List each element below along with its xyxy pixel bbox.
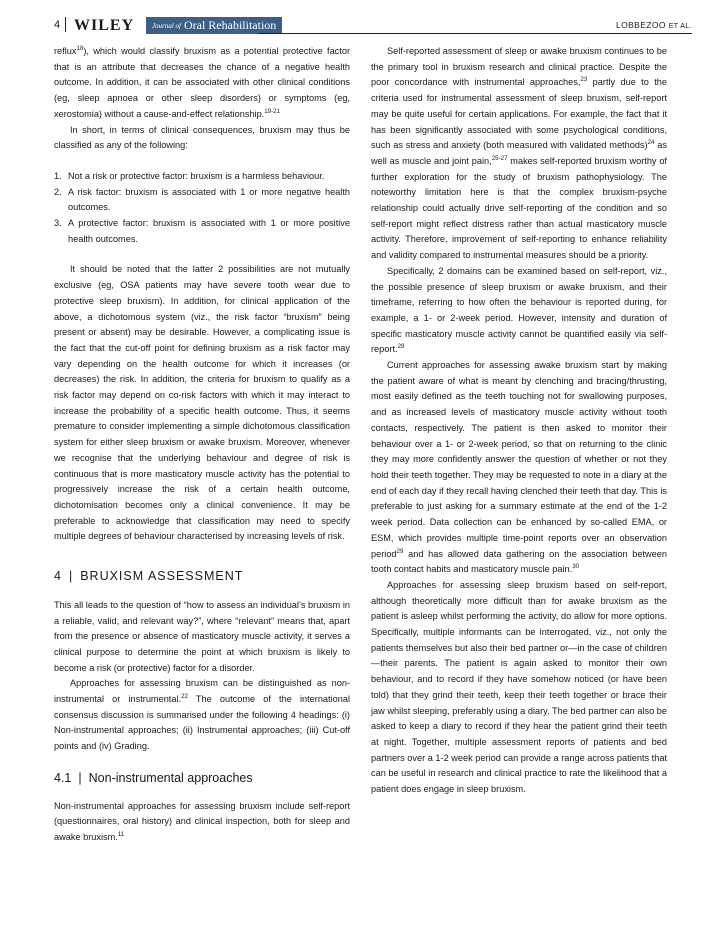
citation: 28: [397, 343, 405, 351]
paragraph: Approaches for assessing bruxism can be distinguished as non-instrumental or instrumental.$^{22}$ The outcome of the international consensus discussion is summarised under the following 4 headings: (i) Non-instrumental approaches; (ii) Instrumental approaches; (iii) Cut-off points and (iv) Grading.: [54, 678, 351, 752]
citation: 18: [76, 44, 84, 52]
list-item: 2. A risk factor: bruxism is associated with 1 or more negative health outcomes.: [54, 186, 350, 213]
paragraph: Current approaches for assessing awake bruxism start by making the patient aware of what is meant by clenching and bracing/thrusting, most easily defined as the teeth touching not for swallowing purposes, and as increased levels of masticatory muscle activity without tooth contacts, respectively. The patient is then asked to monitor their behaviour over a 1- or 2-week period, so that on returning to the clinic they may more confidently answer the question of whether or not they hold their teeth together. They may be requested to note in a diary at the end of each day if they recall having clenched their teeth that day. This is preferable to just asking for a summary estimate at the end of the 1-2 week period. Data collection can be enhanced by so-called EMA, or ESM, which provides multiple time-point reports over an observation period$^{29}$ and has allowed data gathering on the association between tooth contact habits and masticatory muscle pain.$^{30}$: [371, 360, 667, 575]
paragraph: This all leads to the question of “how to assess an individual’s bruxism in a reliable, valid, and relevant way?”, where “relevant” means that, apart from the presence or absence of masticatory muscle activity, it serves a clinical purpose to determine the point at which bruxism is likely to become a risk (or protective) factor for a disorder.: [54, 599, 350, 673]
paragraph: Approaches for assessing sleep bruxism based on self-report, although theoretically more difficult than for awake bruxism as the patient is asleep whilst performing the activity, do allow for more options. Specifically, multiple informants can be interrogated, viz., not only the patients themselves but also their bed partner or—in the case of children—their parents. The patient is again asked to monitor their own behaviour, and to record if they have somehow noticed (or have been told) that they grind their teeth, keep their teeth together or brace their jaw whilst sleeping, preferably using a diary. The bed partner can also be asked to keep a diary to record if they hear the patient grind their teeth at night. Together, multiple assessment reports of patients and bed partners over a 1-2 week period can provide a range across patients that can be useful in research and clinical practice to rate the likelihood that a patient does engage in sleep bruxism.: [371, 579, 667, 795]
header-divider: [65, 17, 66, 32]
left-column: [54, 44, 350, 846]
paragraph: It should be noted that the latter 2 possibilities are not mutually exclusive (eg, OSA patients may have severe tooth wear due to protective sleep bruxism). In addition, for clinical application of the above, a dichotomous system (viz., the risk factor “bruxism” being present or absent) may be desirable. However, a complicating issue is the fact that the cut-off point for defining bruxism as a risk factor may vary depending on the health outcome for which it increases (or decreases) the risk. In addition, the criteria for bruxism to qualify as a risk factor may depend on co-risk factors with which it may interact to increase the probability of a specific health outcome. Thus, it seems premature to consider implementing a simple dichotomous classification system for either sleep bruxism or awake bruxism. Moreover, whenever we recognise that the underlying behaviour and degree of risk is continuous that is more masticatory muscle activity has the potential to progressively increase the risk of a certain health outcome, dichotomisation becomes only a clinical convenience. It may be preferable to acknowledge that classification may need to specify multiple degrees of behaviour characterised by increasing levels of risk.: [54, 264, 350, 542]
paragraph: Non-instrumental approaches for assessing bruxism include self-report (questionnaires, oral history) and clinical inspection, both for sleep and awake bruxism.$^{11}$: [54, 800, 350, 842]
running-author: [616, 20, 692, 30]
journal-banner-prefix: Journal of: [152, 21, 181, 30]
classification-list: [54, 169, 350, 248]
citation: 24: [647, 139, 655, 147]
citation: 29: [396, 547, 404, 555]
journal-banner: [146, 17, 282, 34]
paragraph: reflux$^{18}$), which would classify bruxism as a potential protective factor that is an attribute that decreases the chance of a negative health outcome. In addition, it can be associated with other clinical conditions (eg, sleep apnoea or other sleep disorders) or symptoms (eg, xerostomia) without a cause-and-effect relationship.$^{19-21}$: [54, 44, 350, 119]
list-item: 1. Not a risk or protective factor: bruxism is a harmless behaviour.: [54, 170, 325, 181]
citation: 19-21: [264, 107, 281, 115]
citation: 22: [181, 692, 188, 700]
page-number: 4: [54, 19, 61, 31]
section-heading: 4 | BRUXISM ASSESSMENT: [54, 569, 244, 584]
subsection-heading: 4.1 | Non-instrumental approaches: [54, 770, 253, 785]
citation: 30: [572, 563, 580, 571]
right-column: [371, 44, 667, 798]
author-suffix: ET AL.: [668, 23, 692, 30]
paragraph: In short, in terms of clinical consequences, bruxism may thus be classified as any of the following:: [54, 124, 350, 151]
paragraph: Specifically, 2 domains can be examined based on self-report, viz., the possible presence of sleep bruxism or awake bruxism, and their timeframe, referring to how often the behaviour is reported during, for example, a 1- or 2-week period. However, intensity and duration of specific masticatory muscle activity cannot be quantified easily via self-report.$^{28}$: [371, 265, 667, 355]
publisher-logo: WILEY: [74, 17, 135, 34]
citation: 11: [117, 830, 125, 838]
paragraph: Self-reported assessment of sleep or awake bruxism continues to be the primary tool in bruxism research and clinical practice. Despite the poor concordance with instrumental approaches,$^{23}$ partly due to the criteria used for instrumental assessment of sleep bruxism, self-report may be quite useful for certain applications. For example, the fact that it has been significantly associated with some psychological conditions, such as stress and anxiety (both measured with validated methods)$^{24}$ as well as muscle and joint pain,$^{25-27}$ makes self-reported bruxism worthy of further exploration for the study of bruxism pathophysiology. The noteworthy limitation here is that the complex bruxism-psyche relationship could actually drive self-reporting of the condition and so self-report might reflect distress rather than actual masticatory muscle activity. Therefore, improvement of self-reporting to enhance reliability and validity compared to instrumental measures should be a priority.: [371, 46, 668, 261]
running-header: [54, 14, 692, 44]
citation: 23: [580, 76, 588, 84]
citation: 25-27: [491, 154, 508, 162]
list-item: 3. A protective factor: bruxism is associated with 1 or more positive health outcomes.: [54, 218, 350, 244]
author-name: LOBBEZOO: [615, 20, 666, 30]
journal-banner-title: Oral Rehabilitation: [183, 18, 277, 32]
header-rule: [258, 33, 692, 34]
